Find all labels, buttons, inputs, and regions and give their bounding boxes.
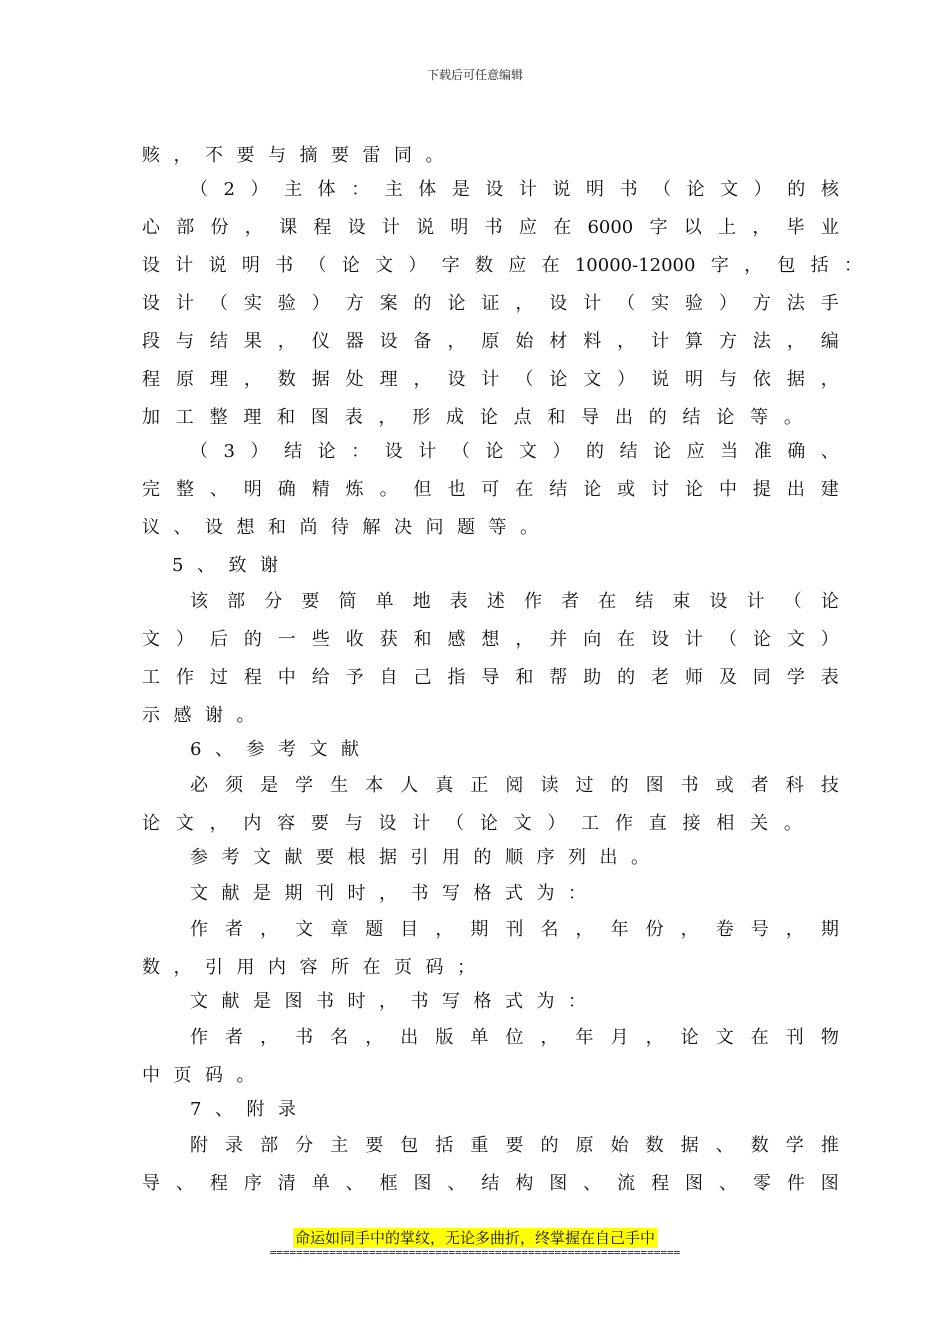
text-line: 段 与 结 果 ， 仪 器 设 备 ， 原 始 材 料 ， 计 算 方 法 ， 编 xyxy=(142,331,839,352)
text-line: 设 计 说 明 书 （ 论 文 ） 字 数 应 在 10000-12000 字 ， 包 括 ： xyxy=(142,255,862,276)
text-line: 参 考 文 献 要 根 据 引 用 的 顺 序 列 出 。 xyxy=(190,847,649,868)
text-line: 附 录 部 分 主 要 包 括 重 要 的 原 始 数 据 、 数 学 推 xyxy=(190,1135,839,1156)
text-line: 6 、 参 考 文 献 xyxy=(190,739,359,760)
text-line: 工 作 过 程 中 给 予 自 己 指 导 和 帮 助 的 老 师 及 同 学 表 xyxy=(142,667,839,688)
text-line: 文 ） 后 的 一 些 收 获 和 感 想 ， 并 向 在 设 计 （ 论 文 ） xyxy=(142,629,839,650)
text-line: 该 部 分 要 简 单 地 表 述 作 者 在 结 束 设 计 （ 论 xyxy=(190,591,839,612)
text-line: 示 感 谢 。 xyxy=(142,705,255,726)
text-line: （ 3 ） 结 论 ： 设 计 （ 论 文 ） 的 结 论 应 当 准 确 、 xyxy=(190,441,839,462)
footer-motto-text: 命运如同手中的掌纹，无论多曲折，终掌握在自己手中 xyxy=(294,1229,655,1247)
text-line: 数 ， 引 用 内 容 所 在 页 码 ； xyxy=(142,957,475,978)
text-line: 赅 ， 不 要 与 摘 要 雷 同 。 xyxy=(142,145,444,166)
text-line: 5 、 致 谢 xyxy=(172,555,278,576)
text-line: 7 、 附 录 xyxy=(190,1099,296,1120)
text-line: 设 计 （ 实 验 ） 方 案 的 论 证 ， 设 计 （ 实 验 ） 方 法 手 xyxy=(142,293,839,314)
text-line: 完 整 、 明 确 精 炼 。 但 也 可 在 结 论 或 讨 论 中 提 出 建 xyxy=(142,479,839,500)
text-line: 中 页 码 。 xyxy=(142,1065,255,1086)
text-line: 作 者 ， 文 章 题 目 ， 期 刊 名 ， 年 份 ， 卷 号 ， 期 xyxy=(190,919,839,940)
text-line: 导 、 程 序 清 单 、 框 图 、 结 构 图 、 流 程 图 、 零 件 图 xyxy=(142,1173,839,1194)
text-line: （ 2 ） 主 体 ： 主 体 是 设 计 说 明 书 （ 论 文 ） 的 核 xyxy=(190,179,839,200)
text-line: 作 者 ， 书 名 ， 出 版 单 位 ， 年 月 ， 论 文 在 刊 物 xyxy=(190,1027,839,1048)
text-line: 文 献 是 图 书 时 ， 书 写 格 式 为 ： xyxy=(190,991,586,1012)
page-header: 下载后可任意编辑 xyxy=(426,68,523,82)
footer-divider: ============================================================== xyxy=(269,1246,681,1259)
text-line: 加 工 整 理 和 图 表 ， 形 成 论 点 和 导 出 的 结 论 等 。 xyxy=(142,407,802,428)
footer-motto xyxy=(0,1227,950,1248)
text-line: 心 部 份 ， 课 程 设 计 说 明 书 应 在 6000 字 以 上 ， 毕 业 xyxy=(142,217,839,238)
text-line: 程 原 理 ， 数 据 处 理 ， 设 计 （ 论 文 ） 说 明 与 依 据 ， xyxy=(142,369,839,390)
text-line: 论 文 ， 内 容 要 与 设 计 （ 论 文 ） 工 作 直 接 相 关 。 xyxy=(142,813,802,834)
text-line: 文 献 是 期 刊 时 ， 书 写 格 式 为 ： xyxy=(190,883,586,904)
text-line: 必 须 是 学 生 本 人 真 正 阅 读 过 的 图 书 或 者 科 技 xyxy=(190,775,839,796)
text-line: 议 、 设 想 和 尚 待 解 决 问 题 等 。 xyxy=(142,517,538,538)
